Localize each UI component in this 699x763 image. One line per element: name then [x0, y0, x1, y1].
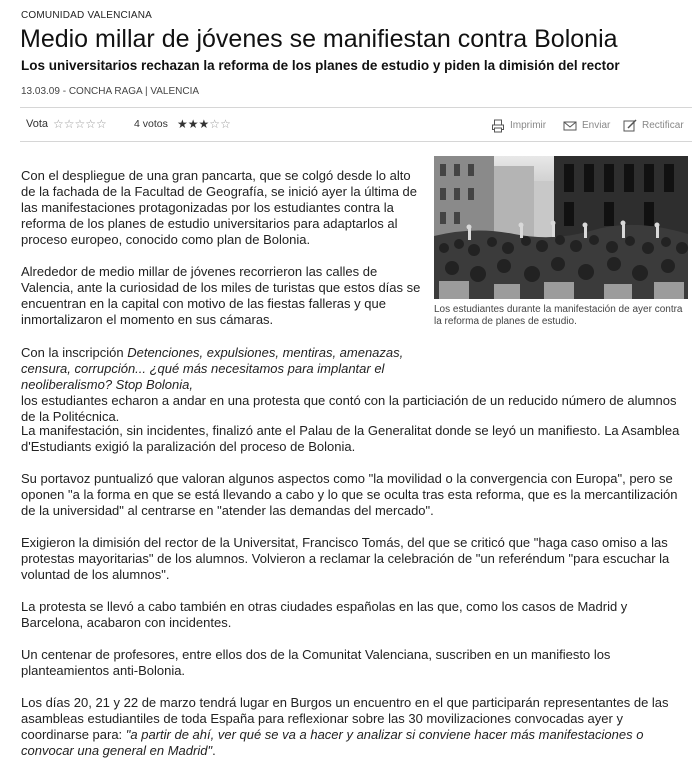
paragraph-3 — [21, 345, 686, 425]
p3-intro: Con la inscripción — [21, 345, 128, 360]
send-label: Enviar — [582, 120, 611, 131]
star-5: ☆ — [220, 117, 231, 131]
printer-icon — [491, 119, 505, 133]
photo-image[interactable] — [434, 156, 688, 299]
vote-stars[interactable]: ☆☆☆☆☆ — [53, 117, 107, 131]
rating-stars — [177, 118, 231, 130]
subtitle: Los universitarios rechazan la reforma de los planes de estudio y piden la dimisión del rector — [21, 58, 620, 73]
paragraph-9 — [21, 695, 686, 759]
paragraph-1: Con el despliegue de una gran pancarta, que se colgó desde lo alto de la fachada de la Facultad de Geografía, se inició ayer la última de las manifestaciones protagonizadas por los estudiantes contra la reforma de los planes de estudio universitarios para adaptarlos al proceso europeo, conocido como plan de Bolonia. — [21, 168, 418, 247]
article-toolbar — [20, 107, 692, 142]
star-3: ★ — [198, 117, 210, 131]
envelope-icon — [563, 119, 577, 133]
paragraph-6: Exigieron la dimisión del rector de la Universitat, Francisco Tomás, del que se criticó que "haga caso omiso a las protestas mayoritarias" de los alumnos. Volvieron a reclamar la celebración de "un referéndum "para escuchar la voluntad de los alumnos". — [21, 535, 670, 582]
print-label: Imprimir — [510, 120, 547, 131]
article-photo — [434, 156, 689, 359]
p9-quote: "a partir de ahí, ver qué se va a hacer y analizar si conviene hacer más manifestaciones o convocar una general en Madrid" — [21, 727, 644, 758]
photo-caption: Los estudiantes durante la manifestación de ayer contra la reforma de planes de estudio. — [434, 304, 683, 327]
vote-label: Vota — [26, 118, 49, 130]
headline: Medio millar de jóvenes se manifiestan contra Bolonia — [20, 25, 618, 53]
section-label: COMUNIDAD VALENCIANA — [21, 10, 153, 21]
protest-crowd-image — [434, 156, 688, 299]
edit-icon — [623, 119, 637, 133]
paragraph-2: Alrededor de medio millar de jóvenes recorrieron las calles de Valencia, ante la curiosidad de los miles de turistas que estos días se encuentran en la capital con motivo de las fiestas falleras y que inmortalizaron el momento en sus cámaras. — [21, 264, 421, 327]
protest-slogan: Detenciones, expulsiones, mentiras, amenazas, censura, corrupción... ¿qué más necesitamos para implantar el neoliberalismo? Stop Bolonia, — [21, 345, 404, 392]
paragraph-4: La manifestación, sin incidentes, finalizó ante el Palau de la Generalitat donde se leyó un manifiesto. La Asamblea d'Estudiants exigió la paralización del proceso de Bolonia. — [21, 423, 680, 454]
paragraph-7: La protesta se llevó a cabo también en otras ciudades españolas en las que, como los casos de Madrid y Barcelona, acabaron con incidentes. — [21, 599, 628, 630]
p9-intro: Los días 20, 21 y 22 de marzo tendrá lugar en Burgos un encuentro en el que participarán representantes de las asambleas estudiantiles de toda España para reflexionar sobre las 30 movilizaciones convocadas ayer y coordinarse para: — [21, 695, 669, 742]
paragraph-5: Su portavoz puntualizó que valoran algunos aspectos como "la movilidad o la convergencia con Europa", pero se oponen "a la forma en que se está llevando a cabo y lo que se oculta tras esta reforma, que es la mercantilización de la universidad" al centrarse en "atender las demandas del mercado". — [21, 471, 678, 518]
star-2: ★ — [187, 117, 199, 131]
byline: 13.03.09 - CONCHA RAGA | VALENCIA — [21, 86, 200, 97]
rectify-label: Rectificar — [642, 120, 684, 131]
paragraph-3-lead — [21, 345, 416, 393]
p9-end: . — [212, 743, 216, 758]
p3-rest: los estudiantes echaron a andar en una protesta que contó con la particiación de un reducido número de alumnos de la Politécnica. — [21, 393, 677, 424]
star-1: ★ — [177, 117, 188, 131]
votes-count: 4 votos — [134, 118, 168, 130]
paragraph-8: Un centenar de profesores, entre ellos dos de la Comunitat Valenciana, suscriben en un manifiesto los planteamientos anti-Bolonia. — [21, 647, 611, 678]
star-4: ☆ — [209, 117, 221, 131]
